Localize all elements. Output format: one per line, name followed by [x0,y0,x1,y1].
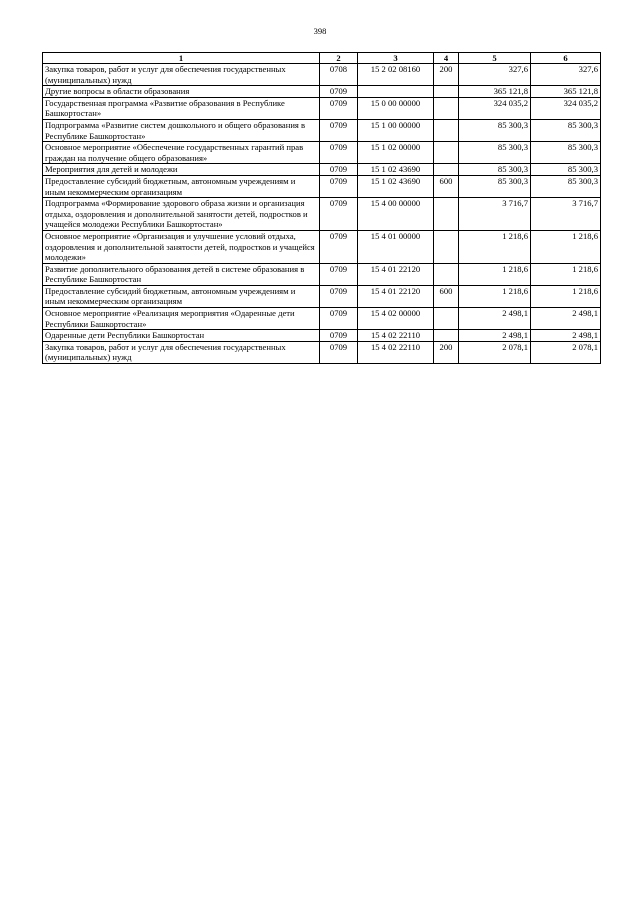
row-name: Основное мероприятие «Организация и улучшение условий отдыха, оздоровления и дополнительной занятости детей, подростков и учащейся молодежи» [43,230,320,263]
row-expense-type [434,308,459,330]
row-expense-type [434,330,459,342]
row-section: 0709 [320,119,358,141]
row-expense-type: 200 [434,64,459,86]
row-amount-6: 2 498,1 [531,308,601,330]
row-amount-6: 327,6 [531,64,601,86]
row-section: 0709 [320,341,358,363]
row-target-item: 15 4 02 22110 [358,330,434,342]
row-amount-5: 365 121,8 [459,86,531,98]
row-section: 0709 [320,164,358,176]
row-amount-5: 1 218,6 [459,285,531,307]
row-name: Предоставление субсидий бюджетным, автономным учреждениям и иным некоммерческим организациям [43,285,320,307]
row-expense-type: 600 [434,175,459,197]
column-header: 6 [531,53,601,64]
row-name: Подпрограмма «Развитие систем дошкольного и общего образования в Республике Башкортостан» [43,119,320,141]
row-name: Мероприятия для детей и молодежи [43,164,320,176]
table-row [43,341,601,363]
row-amount-6: 2 498,1 [531,330,601,342]
row-section: 0709 [320,308,358,330]
row-section: 0709 [320,330,358,342]
row-amount-5: 1 218,6 [459,230,531,263]
row-expense-type: 200 [434,341,459,363]
column-header: 3 [358,53,434,64]
row-target-item: 15 4 01 22120 [358,263,434,285]
column-header: 1 [43,53,320,64]
row-amount-6: 1 218,6 [531,285,601,307]
row-section: 0709 [320,263,358,285]
row-target-item: 15 1 02 00000 [358,142,434,164]
row-target-item [358,86,434,98]
row-expense-type [434,97,459,119]
row-amount-5: 2 498,1 [459,330,531,342]
row-target-item: 15 4 01 22120 [358,285,434,307]
row-target-item: 15 4 01 00000 [358,230,434,263]
table-row [43,86,601,98]
row-amount-5: 324 035,2 [459,97,531,119]
row-name: Государственная программа «Развитие образования в Республике Башкортостан» [43,97,320,119]
table-row [43,263,601,285]
table-row [43,142,601,164]
table-row [43,175,601,197]
row-expense-type [434,263,459,285]
row-expense-type [434,119,459,141]
budget-table [42,52,601,364]
row-target-item: 15 1 02 43690 [358,164,434,176]
row-section: 0709 [320,230,358,263]
row-section: 0709 [320,86,358,98]
row-amount-5: 1 218,6 [459,263,531,285]
row-amount-6: 85 300,3 [531,119,601,141]
row-expense-type [434,230,459,263]
row-amount-6: 85 300,3 [531,175,601,197]
row-target-item: 15 4 02 22110 [358,341,434,363]
row-amount-6: 1 218,6 [531,263,601,285]
row-section: 0709 [320,285,358,307]
row-amount-6: 2 078,1 [531,341,601,363]
row-amount-5: 2 498,1 [459,308,531,330]
row-amount-5: 85 300,3 [459,142,531,164]
row-amount-5: 327,6 [459,64,531,86]
table-row [43,64,601,86]
table-row [43,308,601,330]
row-name: Одаренные дети Республики Башкортостан [43,330,320,342]
page-number: 398 [313,26,327,36]
row-expense-type [434,142,459,164]
row-name: Закупка товаров, работ и услуг для обеспечения государственных (муниципальных) нужд [43,64,320,86]
row-name: Основное мероприятие «Реализация мероприятия «Одаренные дети Республики Башкортостан» [43,308,320,330]
table-row [43,198,601,231]
row-target-item: 15 0 00 00000 [358,97,434,119]
table-row [43,285,601,307]
table-row [43,230,601,263]
row-amount-6: 85 300,3 [531,142,601,164]
row-name: Подпрограмма «Формирование здорового образа жизни и организация отдыха, оздоровления и дополнительной занятости детей, подростков и учащейся молодежи Республики Башкортостан» [43,198,320,231]
row-section: 0709 [320,97,358,119]
row-amount-5: 85 300,3 [459,175,531,197]
row-name: Основное мероприятие «Обеспечение государственных гарантий прав граждан на получение общего образования» [43,142,320,164]
row-target-item: 15 2 02 08160 [358,64,434,86]
row-target-item: 15 1 00 00000 [358,119,434,141]
row-target-item: 15 4 00 00000 [358,198,434,231]
table-row [43,164,601,176]
row-amount-5: 2 078,1 [459,341,531,363]
column-header: 4 [434,53,459,64]
row-amount-5: 85 300,3 [459,164,531,176]
row-name: Предоставление субсидий бюджетным, автономным учреждениям и иным некоммерческим организациям [43,175,320,197]
row-expense-type: 600 [434,285,459,307]
header-row [43,53,601,64]
table-row [43,97,601,119]
row-amount-6: 1 218,6 [531,230,601,263]
row-amount-6: 365 121,8 [531,86,601,98]
row-amount-6: 85 300,3 [531,164,601,176]
row-amount-6: 324 035,2 [531,97,601,119]
column-header: 5 [459,53,531,64]
row-amount-6: 3 716,7 [531,198,601,231]
row-amount-5: 3 716,7 [459,198,531,231]
row-name: Закупка товаров, работ и услуг для обеспечения государственных (муниципальных) нужд [43,341,320,363]
row-target-item: 15 1 02 43690 [358,175,434,197]
row-section: 0709 [320,142,358,164]
row-target-item: 15 4 02 00000 [358,308,434,330]
row-section: 0709 [320,175,358,197]
row-section: 0709 [320,198,358,231]
table-row [43,119,601,141]
row-expense-type [434,198,459,231]
column-header: 2 [320,53,358,64]
row-amount-5: 85 300,3 [459,119,531,141]
row-expense-type [434,86,459,98]
row-section: 0708 [320,64,358,86]
row-expense-type [434,164,459,176]
table-row [43,330,601,342]
row-name: Развитие дополнительного образования детей в системе образования в Республике Башкортостан [43,263,320,285]
row-name: Другие вопросы в области образования [43,86,320,98]
